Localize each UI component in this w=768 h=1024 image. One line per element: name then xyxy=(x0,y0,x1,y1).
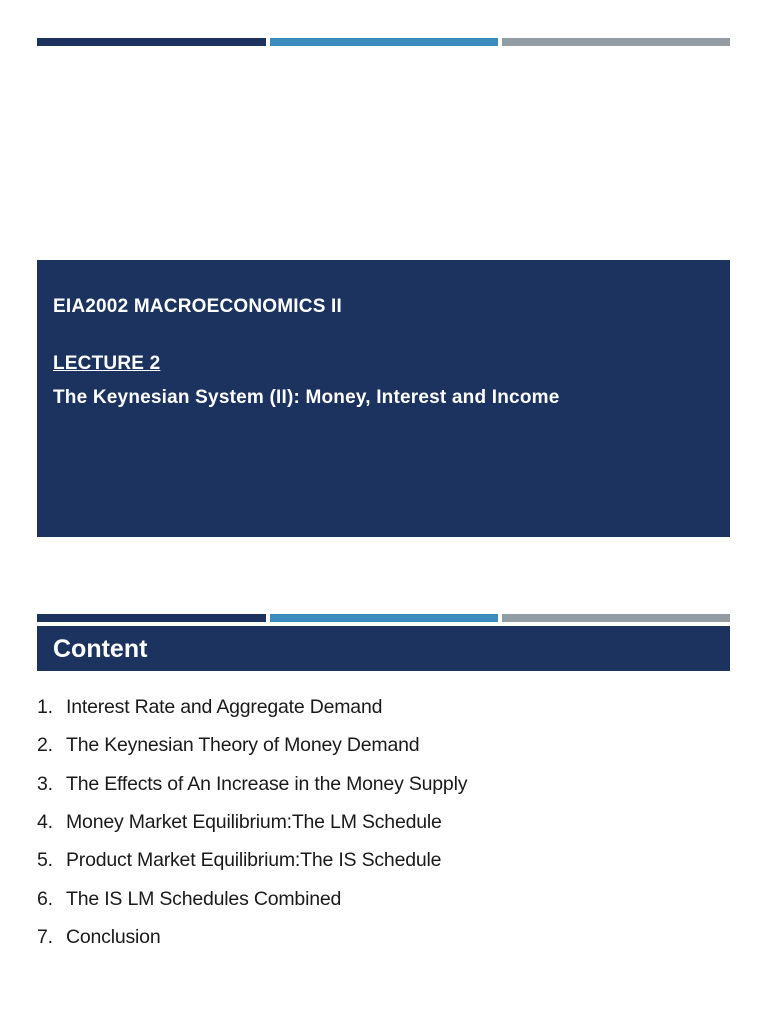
list-item-text: The Keynesian Theory of Money Demand xyxy=(66,734,420,756)
top-stripe-slide-2 xyxy=(37,614,730,622)
course-title: EIA2002 MACROECONOMICS II xyxy=(53,296,342,317)
lecture-number: LECTURE 2 xyxy=(53,353,161,374)
stripe-navy xyxy=(37,38,266,46)
list-item-number: 2. xyxy=(37,734,53,756)
list-item-number: 4. xyxy=(37,811,53,833)
list-item-text: Money Market Equilibrium:The LM Schedule xyxy=(66,811,442,833)
list-item-number: 1. xyxy=(37,696,53,718)
list-item-number: 5. xyxy=(37,849,53,871)
list-item-number: 7. xyxy=(37,926,53,948)
stripe-navy xyxy=(37,614,266,622)
list-item-text: Interest Rate and Aggregate Demand xyxy=(66,696,383,718)
list-item-number: 6. xyxy=(37,888,53,910)
list-item-text: The IS LM Schedules Combined xyxy=(66,888,342,910)
stripe-blue xyxy=(270,614,498,622)
list-item-number: 3. xyxy=(37,773,53,795)
list-item-text: Product Market Equilibrium:The IS Schedule xyxy=(66,849,442,871)
stripe-blue xyxy=(270,38,498,46)
content-heading: Content xyxy=(53,635,148,663)
top-stripe-slide-1 xyxy=(37,38,730,46)
list-item-text: The Effects of An Increase in the Money Supply xyxy=(66,773,468,795)
stripe-gray xyxy=(502,614,730,622)
lecture-subtitle: The Keynesian System (II): Money, Interest and Income xyxy=(53,387,560,408)
content-heading-bar xyxy=(37,626,730,671)
list-item-text: Conclusion xyxy=(66,926,161,948)
stripe-gray xyxy=(502,38,730,46)
title-box xyxy=(37,260,730,537)
